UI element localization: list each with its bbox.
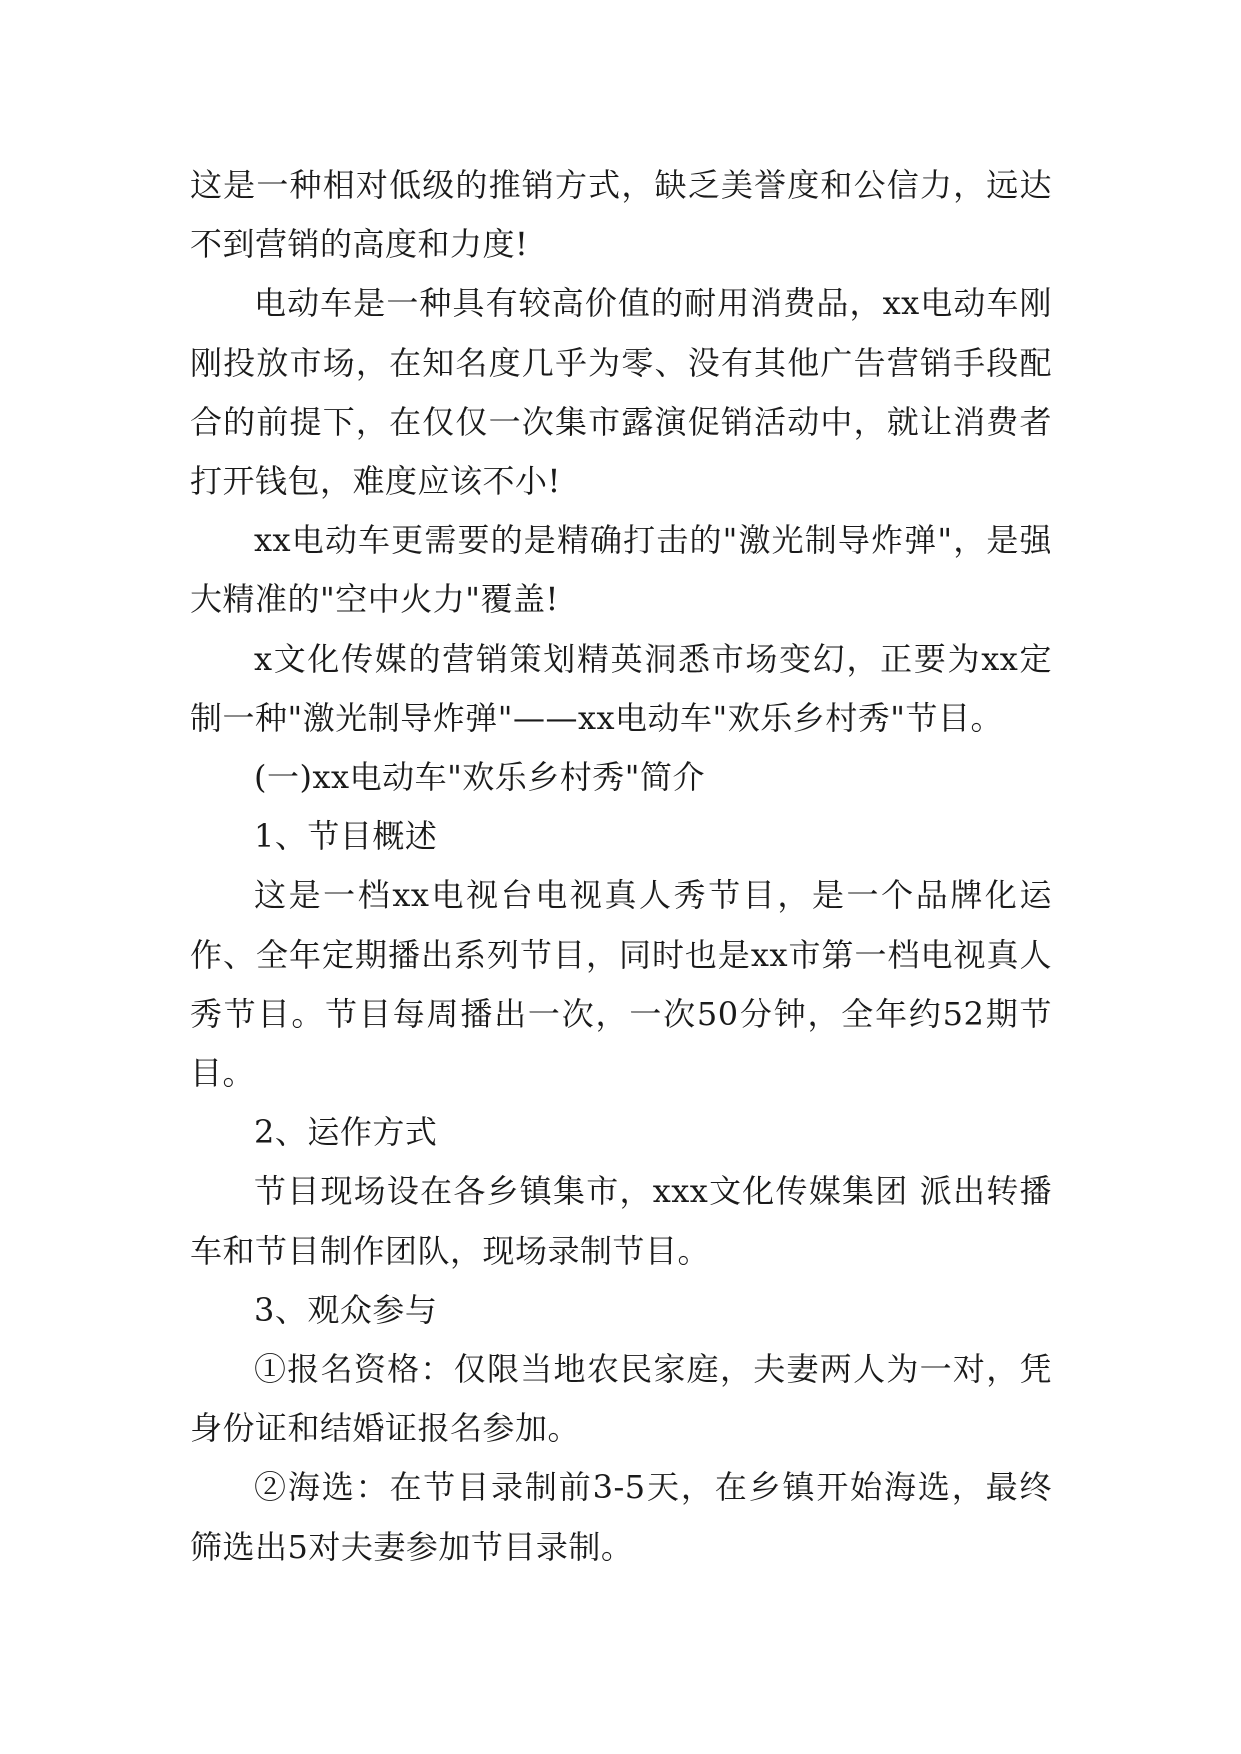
section-heading-intro: (一)xx电动车"欢乐乡村秀"简介: [254, 758, 706, 797]
paragraph-product-background: 电动车是一种具有较高价值的耐用消费品，xx电动车刚刚投放市场，在知名度几乎为零、没有其他广告营销手段配合的前提下，在仅仅一次集市露演促销活动中，就让消费者打开钱包，难度应该不小!: [190, 284, 1052, 501]
paragraph-media-plan: x文化传媒的营销策划精英洞悉市场变幻，正要为xx定制一种"激光制导炸弹"——xx电动车"欢乐乡村秀"节目。: [190, 639, 1052, 737]
subheading-overview: 1、节目概述: [254, 817, 438, 856]
subheading-audience: 3、观众参与: [254, 1290, 438, 1329]
subheading-operation: 2、运作方式: [254, 1113, 438, 1152]
paragraph-intro: 这是一种相对低级的推销方式，缺乏美誉度和公信力，远达不到营销的高度和力度!: [190, 166, 1052, 264]
paragraph-operation: 节目现场设在各乡镇集市，xxx文化传媒集团 派出转播车和节目制作团队，现场录制节目。: [190, 1172, 1052, 1270]
paragraph-laser-bomb: xx电动车更需要的是精确打击的"激光制导炸弹"，是强大精准的"空中火力"覆盖!: [190, 521, 1052, 619]
paragraph-overview: 这是一档xx电视台电视真人秀节目，是一个品牌化运作、全年定期播出系列节目，同时也是xx市第一档电视真人秀节目。节目每周播出一次，一次50分钟，全年约52期节目。: [190, 876, 1052, 1093]
document-body: [190, 156, 1052, 1577]
paragraph-eligibility: ①报名资格：仅限当地农民家庭，夫妻两人为一对，凭身份证和结婚证报名参加。: [190, 1350, 1052, 1448]
paragraph-audition: ②海选：在节目录制前3-5天，在乡镇开始海选，最终筛选出5对夫妻参加节目录制。: [190, 1468, 1052, 1566]
